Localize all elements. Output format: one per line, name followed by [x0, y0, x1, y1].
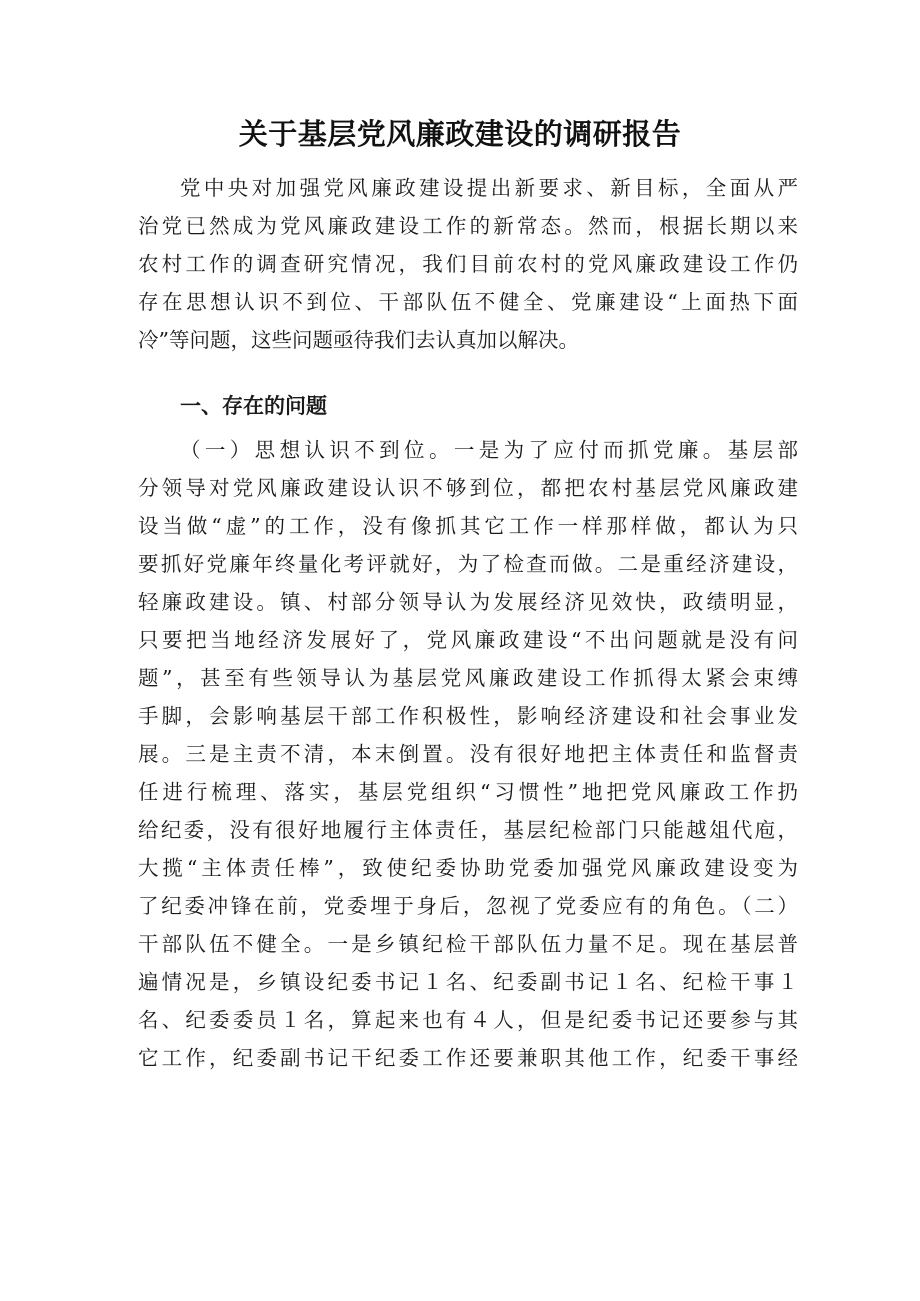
intro-line: 冷”等问题，这些问题亟待我们去认真加以解决。	[138, 328, 579, 352]
body-line: 题”，甚至有些领导认为基层党风廉政建设工作抓得太紧会束缚	[138, 666, 798, 690]
body-line: 展。三是主责不清，本末倒置。没有很好地把主体责任和监督责	[138, 742, 798, 766]
body-line: 了纪委冲锋在前，党委埋于身后，忽视了党委应有的角色。（二）	[138, 894, 798, 918]
body-line: 要抓好党廉年终量化考评就好，为了检查而做。二是重经济建设，	[138, 552, 798, 576]
intro-line: 农村工作的调查研究情况，我们目前农村的党风廉政建设工作仍	[138, 252, 798, 276]
body-line: 轻廉政建设。镇、村部分领导认为发展经济见效快，政绩明显，	[138, 590, 798, 614]
body-line: 分领导对党风廉政建设认识不够到位，都把农村基层党风廉政建	[138, 476, 798, 500]
section-heading: 一、存在的问题	[180, 394, 327, 418]
body-line: 干部队伍不健全。一是乡镇纪检干部队伍力量不足。现在基层普	[138, 932, 798, 956]
body-line: （一）思想认识不到位。一是为了应付而抓党廉。基层部	[180, 438, 798, 462]
body-line: 它工作，纪委副书记干纪委工作还要兼职其他工作，纪委干事经	[138, 1046, 798, 1070]
body-line: 名、纪委委员１名，算起来也有４人，但是纪委书记还要参与其	[138, 1008, 798, 1032]
body-line: 只要把当地经济发展好了，党风廉政建设“不出问题就是没有问	[138, 628, 798, 652]
intro-line: 存在思想认识不到位、干部队伍不健全、党廉建设“上面热下面	[138, 290, 798, 314]
body-line: 给纪委，没有很好地履行主体责任，基层纪检部门只能越俎代庖，	[138, 818, 798, 842]
document-title: 关于基层党风廉政建设的调研报告	[238, 117, 682, 151]
body-line: 任进行梳理、落实，基层党组织“习惯性”地把党风廉政工作扔	[138, 780, 798, 804]
body-line: 遍情况是，乡镇设纪委书记１名、纪委副书记１名、纪检干事１	[138, 970, 798, 994]
intro-line: 治党已然成为党风廉政建设工作的新常态。然而，根据长期以来	[138, 214, 798, 238]
body-line: 设当做“虚”的工作，没有像抓其它工作一样那样做，都认为只	[138, 514, 798, 538]
intro-line: 党中央对加强党风廉政建设提出新要求、新目标，全面从严	[180, 176, 798, 200]
body-line: 手脚，会影响基层干部工作积极性，影响经济建设和社会事业发	[138, 704, 798, 728]
body-line: 大揽“主体责任棒”，致使纪委协助党委加强党风廉政建设变为	[138, 856, 798, 880]
